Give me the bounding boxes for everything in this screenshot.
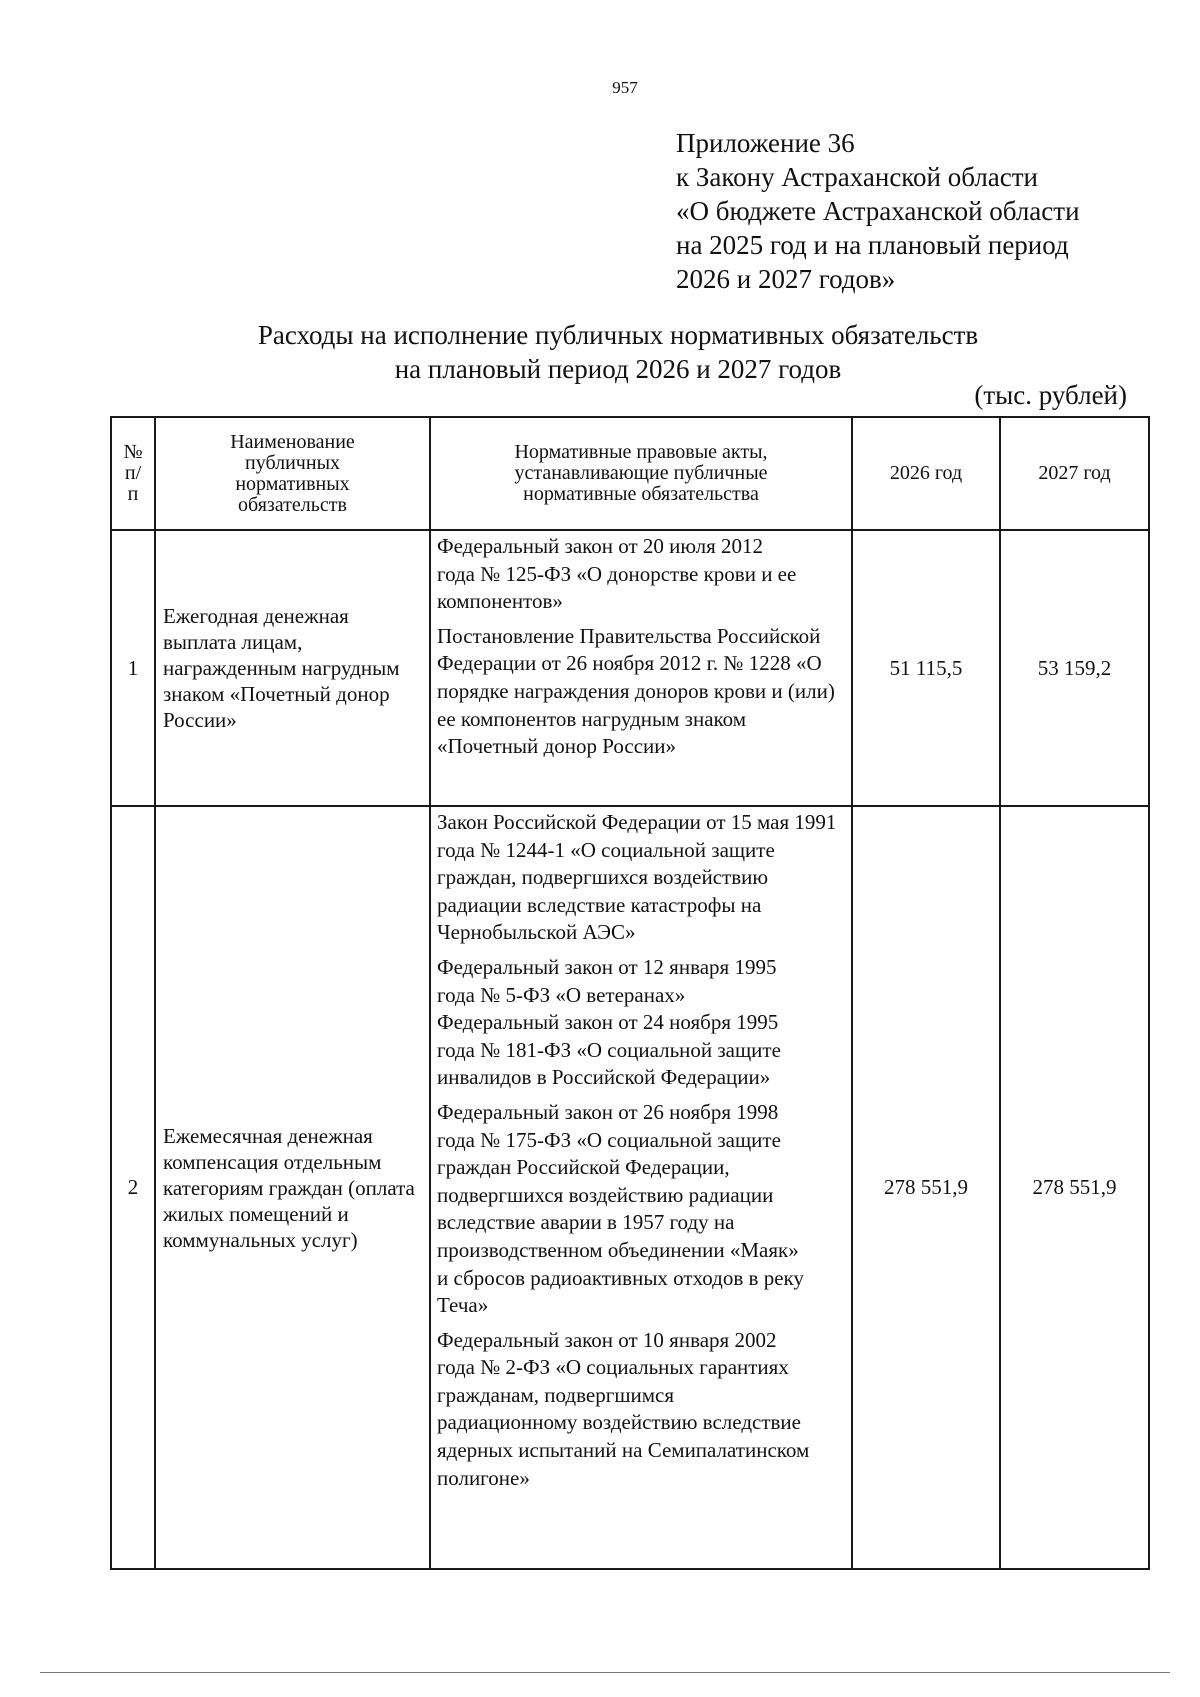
obligations-table (110, 416, 1150, 1570)
header-name-text: Наименование публичных нормативных обязательств (230, 430, 355, 516)
footer-rule (40, 1672, 1170, 1673)
header-2027: 2027 год (1000, 417, 1149, 530)
legal-act: Закон Российской Федерации от 15 мая 1991 года № 1244-1 «О социальной защите граждан, подвергшихся воздействию радиации вследствие катастрофы на Чернобыльской АЭС» (437, 810, 837, 945)
header-name (155, 417, 430, 530)
legal-act: Федеральный закон от 12 января 1995 года № 5-ФЗ «О ветеранах» Федеральный закон от 24 ноября 1995 года № 181-ФЗ «О социальной защите инвалидов в Российской Федерации» (437, 954, 781, 1090)
obligation-name (155, 530, 430, 806)
obligation-name-text: Ежегодная денежная выплата лицам, награжденным нагрудным знаком «Почетный донор России» (163, 604, 400, 732)
obligation-name (155, 806, 430, 1569)
table-row (111, 806, 1149, 1569)
value-2027: 278 551,9 (1000, 806, 1149, 1569)
legal-act: Постановление Правительства Российской Федерации от 26 ноября 2012 г. № 1228 «О порядке награждения доноров крови и (или) ее компонентов нагрудным знаком «Почетный донор России» (437, 623, 835, 759)
legal-acts (430, 806, 852, 1569)
appendix-line: «О бюджете Астраханской области (676, 196, 1080, 226)
document-title (108, 318, 1128, 386)
appendix-block (676, 126, 1176, 296)
value-2026: 51 115,5 (852, 530, 1000, 806)
appendix-line: Приложение 36 (676, 128, 855, 158)
appendix-line: на 2025 год и на плановый период (676, 230, 1069, 260)
units-label: (тыс. рублей) (974, 380, 1127, 410)
value-2026: 278 551,9 (852, 806, 1000, 1569)
row-number: 1 (111, 530, 155, 806)
header-acts-text: Нормативные правовые акты, устанавливающие публичные нормативные обязательства (514, 441, 768, 505)
table-row (111, 530, 1149, 806)
legal-acts (430, 530, 852, 806)
header-acts (430, 417, 852, 530)
row-number: 2 (111, 806, 155, 1569)
legal-act: Федеральный закон от 10 января 2002 года № 2-ФЗ «О социальных гарантиях гражданам, подвергшимся радиационному воздействию вследствие ядерных испытаний на Семипалатинском полигоне» (437, 1327, 810, 1490)
header-2026: 2026 год (852, 417, 1000, 530)
legal-act: Федеральный закон от 20 июля 2012 года № 125-ФЗ «О донорстве крови и ее компонентов» (437, 534, 797, 614)
title-line-2: на плановый период 2026 и 2027 годов (394, 354, 842, 384)
appendix-line: 2026 и 2027 годов» (676, 264, 896, 294)
obligation-name-text: Ежемесячная денежная компенсация отдельным категориям граждан (оплата жилых помещений и коммунальных услуг) (163, 1123, 415, 1252)
title-line-1: Расходы на исполнение публичных нормативных обязательств (257, 320, 979, 350)
table-header-row (111, 417, 1149, 530)
header-num (111, 417, 155, 530)
legal-act: Федеральный закон от 26 ноября 1998 года № 175-ФЗ «О социальной защите граждан Российской Федерации, подвергшихся воздействию радиации вследствие аварии в 1957 году на производственном объединении «Маяк» и сбросов радиоактивных отходов в реку Теча» (437, 1099, 804, 1318)
header-num-text: № п/п (123, 441, 143, 505)
page-number: 957 (612, 78, 638, 97)
appendix-line: к Закону Астраханской области (676, 162, 1039, 192)
value-2027: 53 159,2 (1000, 530, 1149, 806)
